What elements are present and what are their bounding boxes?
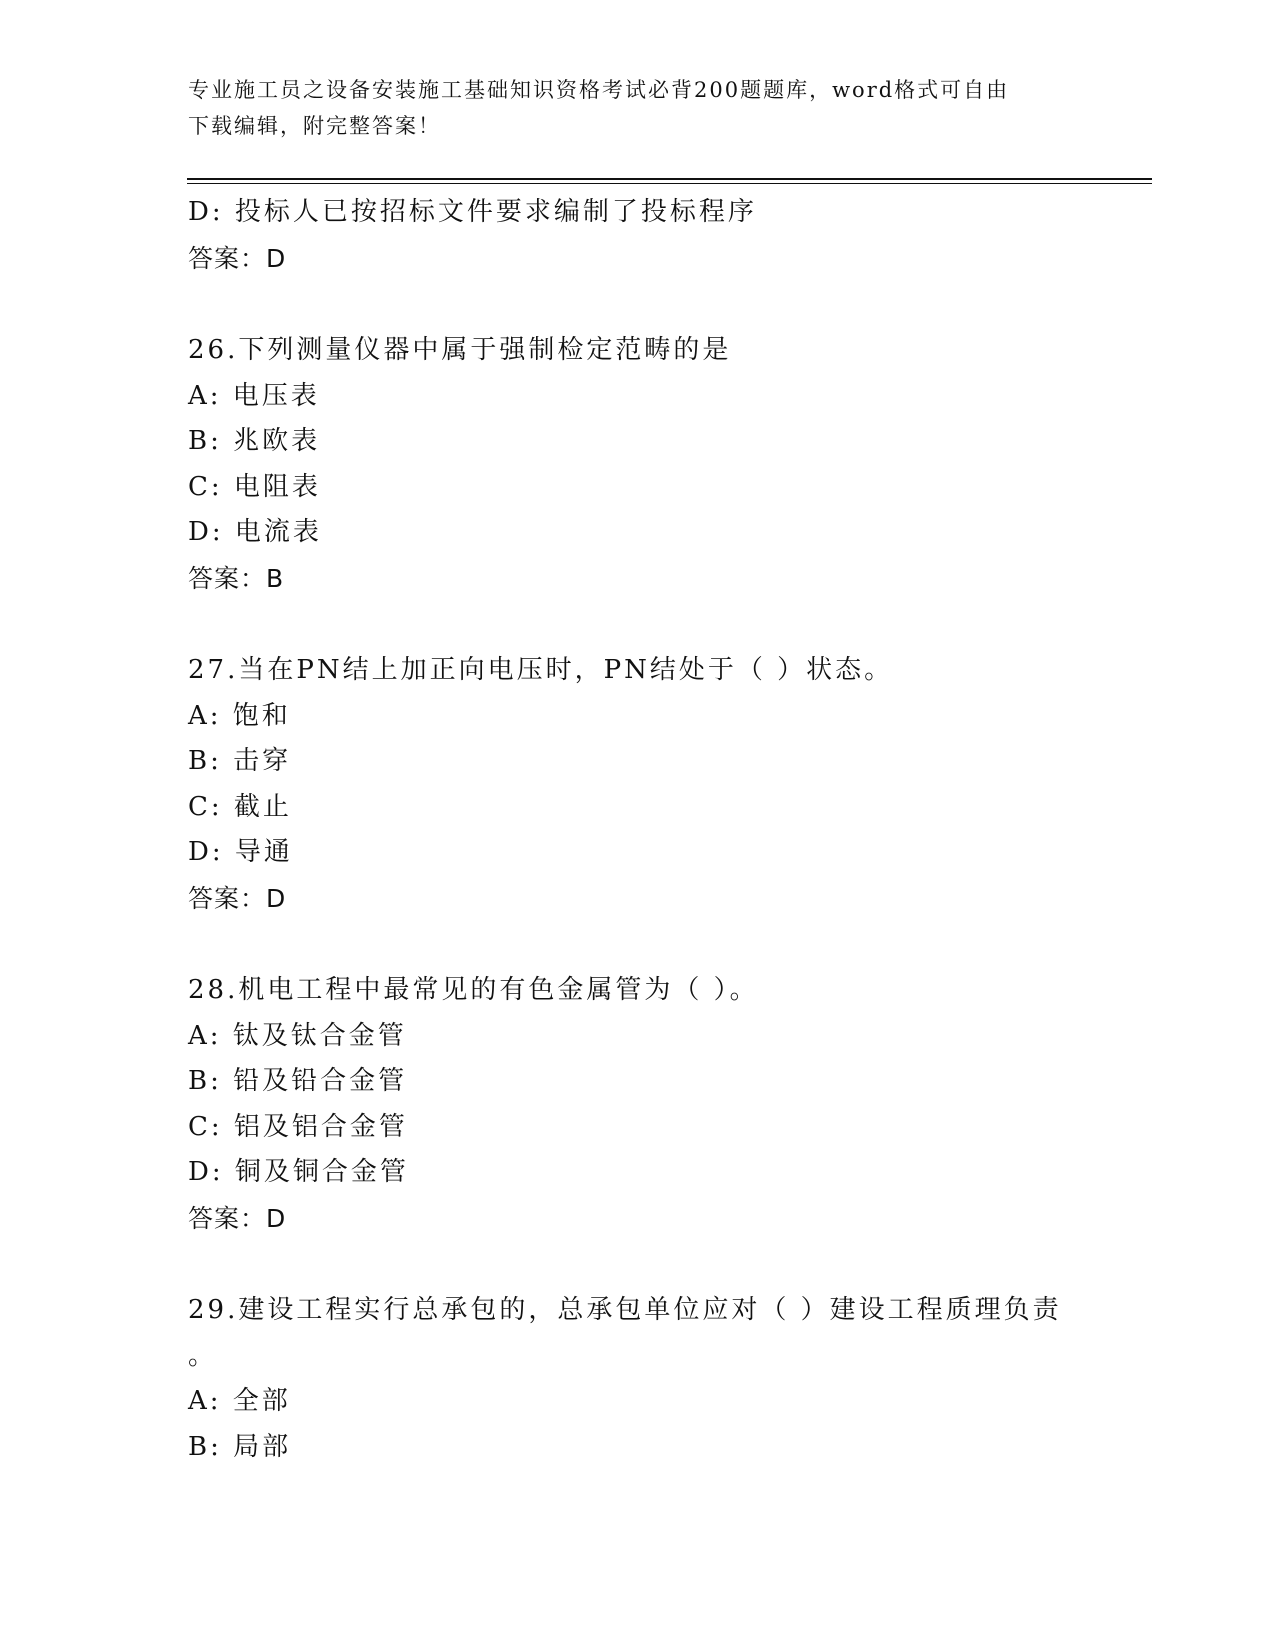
option-a: A: 钛及钛合金管	[188, 1020, 407, 1051]
header-rule-thick	[187, 178, 1152, 180]
header-line-2: 下载编辑，附完整答案！	[188, 114, 441, 138]
question-26	[188, 328, 1138, 601]
document-header	[188, 72, 1088, 144]
option-a: A: 全部	[188, 1386, 291, 1416]
answer: 答案：B	[188, 563, 285, 593]
question-stem-continuation: 。	[188, 1340, 218, 1371]
option-c: C: 截止	[188, 791, 292, 822]
answer: 答案：D	[188, 1203, 287, 1233]
option-a: A: 饱和	[188, 700, 291, 731]
option-c: C: 铝及铝合金管	[188, 1111, 408, 1142]
option-b: B: 兆欧表	[188, 426, 321, 456]
option-a: A: 电压表	[188, 380, 320, 411]
header-line-1: 专业施工员之设备安装施工基础知识资格考试必背200题题库，word格式可自由	[188, 78, 1010, 102]
option-d: D: 导通	[188, 837, 293, 867]
answer: 答案：D	[188, 883, 287, 913]
question-29	[188, 1288, 1138, 1470]
prev-option-d: D: 投标人已按招标文件要求编制了投标程序	[188, 197, 757, 227]
question-28	[188, 968, 1138, 1241]
question-stem: 27.当在PN结上加正向电压时，PN结处于（ ）状态。	[188, 655, 894, 685]
header-rule-thin	[187, 183, 1152, 184]
question-list	[188, 190, 1138, 1470]
prev-answer: 答案：D	[188, 243, 287, 273]
question-stem: 26.下列测量仪器中属于强制检定范畴的是	[188, 335, 732, 365]
option-b: B: 铅及铅合金管	[188, 1066, 408, 1096]
option-b: B: 局部	[188, 1431, 292, 1462]
option-d: D: 电流表	[188, 517, 322, 547]
question-stem: 28.机电工程中最常见的有色金属管为（ ）。	[188, 975, 759, 1005]
option-b: B: 击穿	[188, 746, 292, 776]
question-stem: 29.建设工程实行总承包的，总承包单位应对（ ）建设工程质理负责	[188, 1295, 1062, 1325]
option-c: C: 电阻表	[188, 471, 321, 502]
question-27	[188, 648, 1138, 921]
option-d: D: 铜及铜合金管	[188, 1157, 409, 1187]
